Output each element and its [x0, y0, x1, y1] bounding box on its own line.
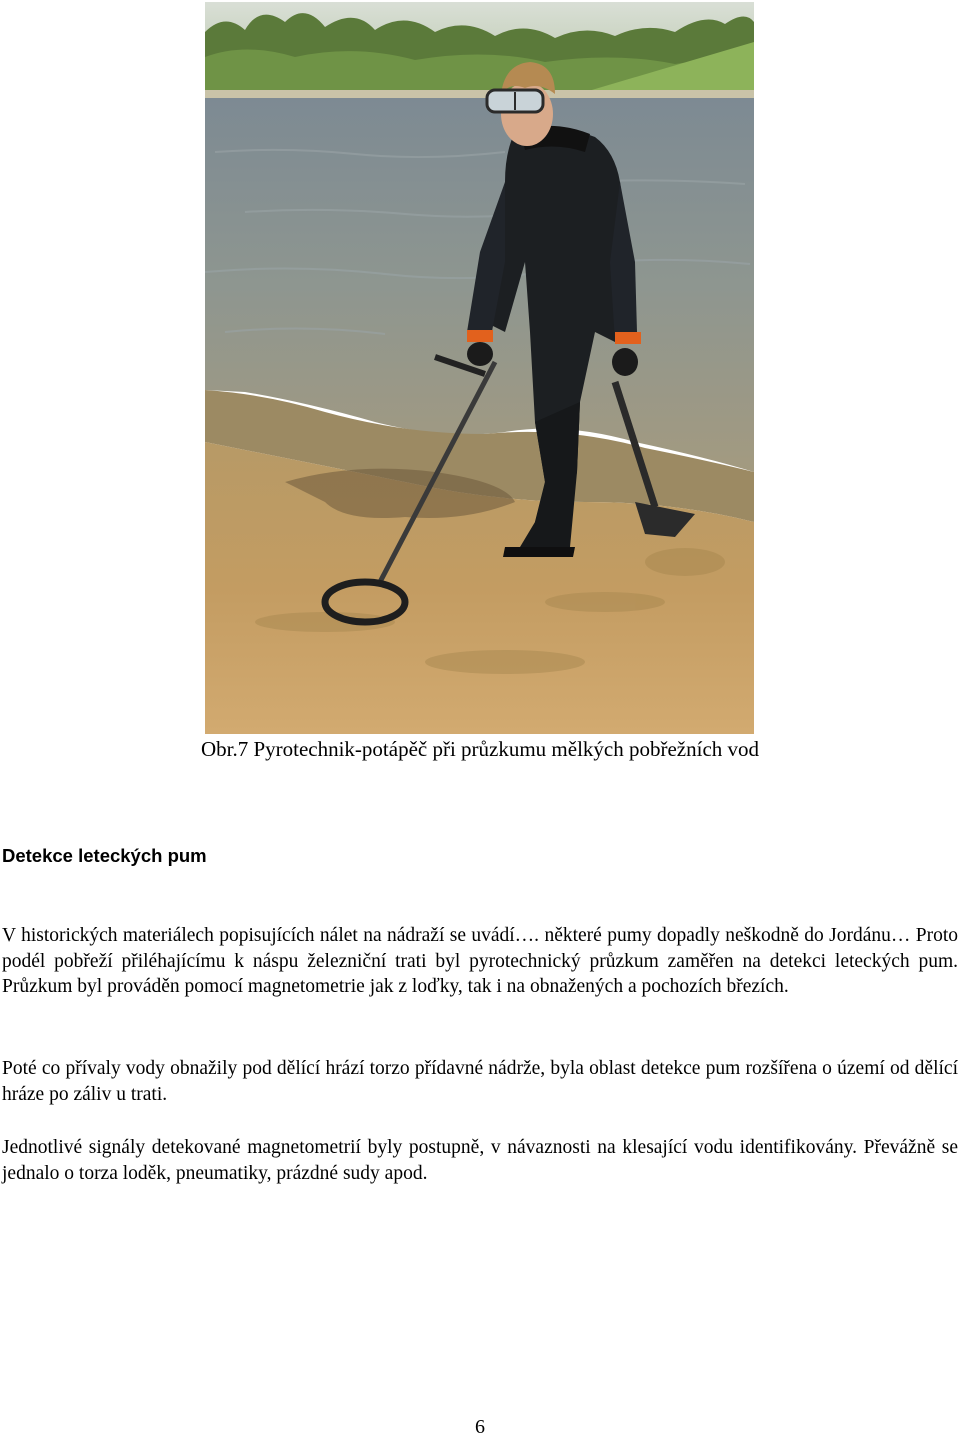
- paragraph-1: V historických materiálech popisujících nálet na nádraží se uvádí…. některé pumy dopadly neškodně do Jordánu… Proto podél pobřeží přiléhajícímu k náspu železniční trati byl pyrotechnický průzkum zaměřen na detekci leteckých pum. Průzkum byl prováděn pomocí magnetometrie jak z loďky, tak i na obnažených a pochozích březích.: [2, 925, 958, 997]
- paragraph-2: Poté co přívaly vody obnažily pod dělící hrází torzo přídavné nádrže, byla oblast detekce pum rozšířena o území od dělící hráze po záliv u trati.: [2, 1058, 958, 1105]
- page-number: 6: [475, 1416, 485, 1438]
- figure-photo: [205, 2, 754, 734]
- section-heading: Detekce leteckých pum: [2, 845, 207, 866]
- figure-caption: Obr.7 Pyrotechnik-potápěč při průzkumu mělkých pobřežních vod: [200, 737, 760, 761]
- paragraph-3: Jednotlivé signály detekované magnetometrií byly postupně, v návaznosti na klesající vodu identifikovány. Převážně se jednalo o torza loděk, pneumatiky, prázdné sudy apod.: [2, 1137, 958, 1184]
